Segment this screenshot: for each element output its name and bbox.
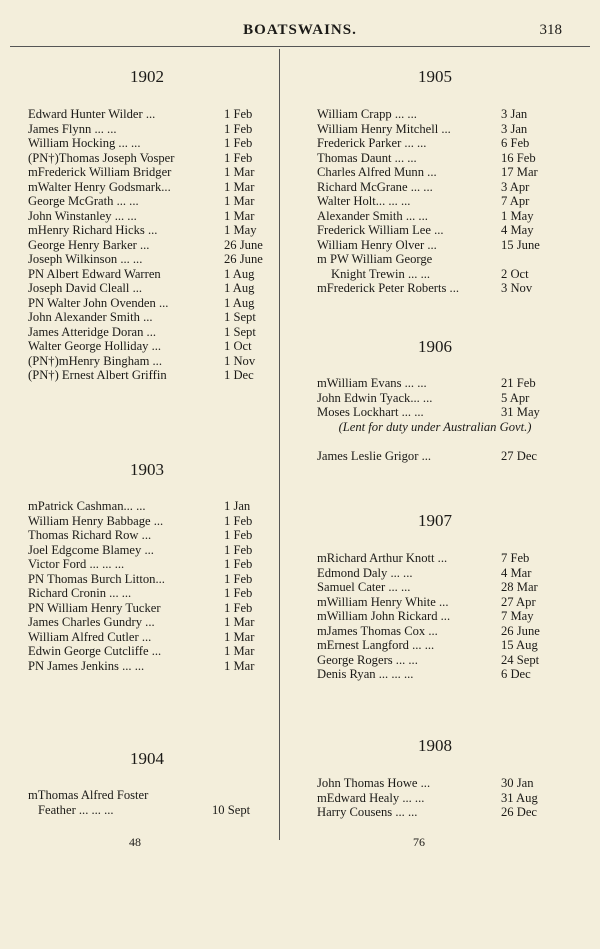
list-item: Victor Ford ... ... ... 1 Feb [28,557,253,571]
list-item: m PW William George [317,252,433,266]
list-item: John Edwin Tyack... ... 5 Apr [317,390,530,405]
list-item: George McGrath ... ... 1 Mar [28,194,255,208]
footer-right-number: 76 [413,835,425,849]
list-item: Feather ... ... ... 10 Sept [38,802,251,817]
list-item: Joel Edgcome Blamey ... 1 Feb [28,542,253,557]
list-item: mWilliam John Rickard ... 7 May [317,609,534,623]
list-item: (PN†)Thomas Joseph Vosper 1 Feb [28,150,253,165]
list-item: Harry Cousens ... ... 26 Dec [317,805,538,819]
list-item: James Charles Gundry ... 1 Mar [28,615,255,629]
year-heading-1907: 1907 [418,511,452,530]
year-block-1902 [28,107,266,383]
list-item: mFrederick William Bridger 1 Mar [28,165,255,179]
list-item: Richard Cronin ... ... 1 Feb [28,586,253,600]
list-item: mHenry Richard Hicks ... 1 May [28,223,257,237]
list-item: Denis Ryan ... ... ... 6 Dec [317,667,531,681]
year-block-1906 [317,376,553,463]
page-header-title: BOATSWAINS. [243,22,357,38]
list-item: mRichard Arthur Knott ... 7 Feb [317,551,530,565]
list-item: PN Albert Edward Warren 1 Aug [28,266,255,281]
list-item: Walter Holt... ... ... 7 Apr [317,194,530,208]
year-block-1904 [28,788,266,817]
year-heading-1908: 1908 [418,736,452,755]
list-item: mErnest Langford ... ... 15 Aug [317,638,538,652]
year-block-1905 [317,107,553,296]
list-item: Edwin George Cutcliffe ... 1 Mar [28,644,255,658]
footer-left-number: 48 [129,835,141,849]
year-heading-1903: 1903 [130,460,164,479]
column-divider [279,49,280,840]
list-item: mWilliam Evans ... ... 21 Feb [317,376,536,390]
list-item: mThomas Alfred Foster [28,788,149,802]
list-item: mFrederick Peter Roberts ... 3 Nov [317,281,533,295]
list-item: PN James Jenkins ... ... 1 Mar [28,658,255,673]
year-block-1903 [28,499,266,673]
list-item: mWalter Henry Godsmark... 1 Mar [28,179,255,194]
list-item: Moses Lockhart ... ... 31 May [317,405,540,419]
list-item: William Hocking ... ... 1 Feb [28,136,253,150]
list-item: George Rogers ... ... 24 Sept [317,652,540,667]
list-item: Thomas Daunt ... ... 16 Feb [317,150,536,165]
year-block-1908 [317,776,553,820]
list-item: John Thomas Howe ... 30 Jan [317,776,534,790]
list-item: Frederick William Lee ... 4 May [317,223,534,237]
list-item: George Henry Barker ... 26 June [28,237,263,252]
year-heading-1902: 1902 [130,67,164,86]
list-item: James Flynn ... ... 1 Feb [28,121,253,136]
list-item: Edmond Daly ... ... 4 Mar [317,565,532,580]
year-heading-1904: 1904 [130,749,164,768]
list-item: mWilliam Henry White ... 27 Apr [317,594,536,609]
list-item: William Henry Mitchell ... 3 Jan [317,121,528,136]
list-item: William Henry Babbage ... 1 Feb [28,513,253,528]
list-item: Thomas Richard Row ... 1 Feb [28,528,253,542]
list-item: PN Thomas Burch Litton... 1 Feb [28,571,253,586]
list-item: Charles Alfred Munn ... 17 Mar [317,165,538,179]
list-item: Alexander Smith ... ... 1 May [317,208,534,223]
year-block-1907 [317,551,553,682]
list-item: mJames Thomas Cox ... 26 June [317,623,540,638]
list-item: Samuel Cater ... ... 28 Mar [317,580,538,594]
list-item: William Henry Olver ... 15 June [317,237,540,252]
list-item: Joseph David Cleall ... 1 Aug [28,281,255,295]
list-item: William Crapp ... ... 3 Jan [317,107,528,121]
list-item: PN William Henry Tucker 1 Feb [28,600,253,615]
list-item: Edward Hunter Wilder ... 1 Feb [28,107,253,121]
list-item: (PN†) Ernest Albert Griffin 1 Dec [28,368,254,382]
page-number: 318 [539,22,562,38]
list-item: PN Walter John Ovenden ... 1 Aug [28,295,255,310]
year-heading-1905: 1905 [418,67,452,86]
list-item: John Alexander Smith ... 1 Sept [28,310,256,324]
list-item: Joseph Wilkinson ... ... 26 June [28,252,263,266]
list-item: Walter George Holliday ... 1 Oct [28,339,252,353]
list-item: James Leslie Grigor ... 27 Dec [317,448,538,463]
list-item: William Alfred Cutler ... 1 Mar [28,629,255,644]
list-item: Knight Trewin ... ... 2 Oct [331,266,529,281]
duty-note: (Lent for duty under Australian Govt.) [338,419,532,434]
list-item: (PN†)mHenry Bingham ... 1 Nov [28,353,256,368]
list-item: James Atteridge Doran ... 1 Sept [28,324,256,339]
list-item: mPatrick Cashman... ... 1 Jan [28,499,251,513]
list-item: John Winstanley ... ... 1 Mar [28,208,255,223]
list-item: Richard McGrane ... ... 3 Apr [317,179,530,194]
year-heading-1906: 1906 [418,337,452,356]
list-item: mEdward Healy ... ... 31 Aug [317,790,538,805]
header-rule [10,46,590,47]
list-item: Frederick Parker ... ... 6 Feb [317,136,530,150]
